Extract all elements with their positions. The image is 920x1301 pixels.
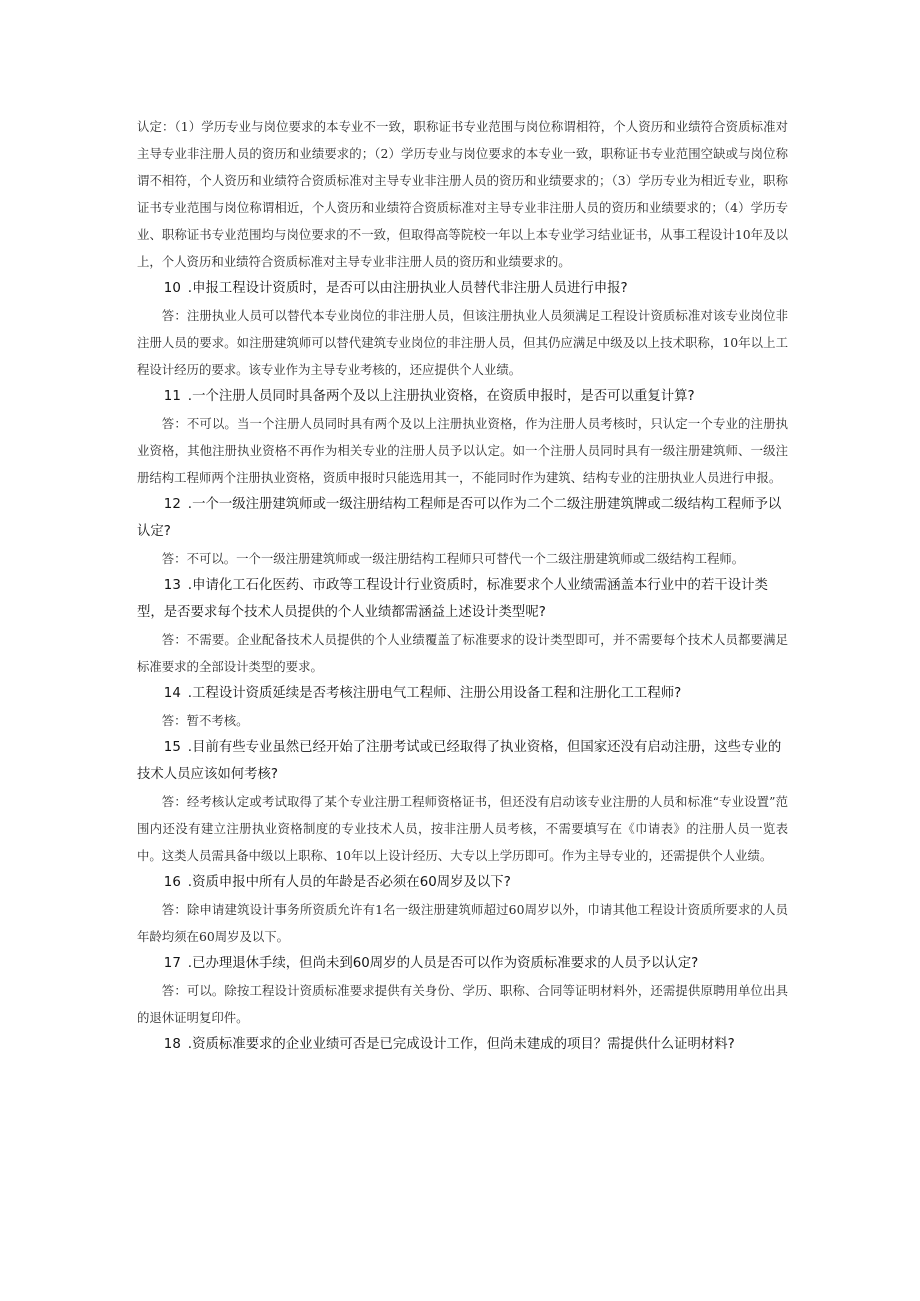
question-text: 已办理退休手续，但尚未到60周岁的人员是否可以作为资质标准要求的人员予以认定?: [192, 956, 699, 971]
question-16: [137, 869, 788, 896]
question-number: 16: [163, 875, 181, 890]
question-dot: .: [187, 281, 193, 296]
question-17: [137, 950, 788, 977]
question-text: 资质申报中所有人员的年龄是否必须在60周岁及以下?: [192, 875, 511, 890]
question-dot: .: [187, 740, 193, 755]
intro-paragraph: 认定：（1）学历专业与岗位要求的本专业不一致，职称证书专业范围与岗位称谓相符，个人资历和业绩符合资质标准对主导专业非注册人员的资历和业绩要求的；（2）学历专业与岗位要求的本专业一致，职称证书专业范围空缺或与岗位称谓不相符，个人资历和业绩符合资质标准对主导专业非注册人员的资历和业绩要求的；（3）学历专业为相近专业，职称证书专业范围与岗位称谓相近，个人资历和业绩符合资质标准对主导专业非注册人员的资历和业绩要求的；（4）学历专业、职称证书专业范围均与岗位要求的不一致，但取得高等院校一年以上本专业学习结业证书，从事工程设计10年及以上，个人资历和业绩符合资质标准对主导专业非注册人员的资历和业绩要求的。: [137, 119, 788, 269]
question-dot: .: [187, 686, 193, 701]
question-number: 17: [163, 956, 181, 971]
question-text: 目前有些专业虽然已经开始了注册考试或已经取得了执业资格，但国家还没有启动注册，这些专业的技术人员应该如何考核?: [137, 740, 782, 782]
question-number: 13: [163, 578, 181, 593]
answer-11: 答：不可以。当一个注册人员同时具有两个及以上注册执业资格，作为注册人员考核时，只认定一个专业的注册执业资格，其他注册执业资格不再作为相关专业的注册人员予以认定。如一个注册人员同时具有一级注册建筑师、一级注册结构工程师两个注册执业资格，资质申报时只能选用其一，不能同时作为建筑、结构专业的注册执业人员进行申报。: [137, 416, 788, 485]
question-dot: .: [187, 875, 193, 890]
question-text: 资质标准要求的企业业绩可否是已完成设计工作，但尚未建成的项目？需提供什么证明材料?: [192, 1037, 735, 1052]
question-10: [137, 275, 788, 302]
answer-15: 答：经考核认定或考试取得了某个专业注册工程师资格证书，但还没有启动该专业注册的人员和标准“专业设置”范围内还没有建立注册执业资格制度的专业技术人员，按非注册人员考核，不需要填写在《巾请表》的注册人员一览表中。这类人员需具备中级以上职称、10年以上设计经历、大专以上学历即可。作为主导专业的，还需提供个人业绩。: [137, 794, 788, 863]
question-13: [137, 572, 788, 626]
question-15: [137, 734, 788, 788]
question-dot: .: [187, 578, 193, 593]
question-number: 18: [163, 1037, 181, 1052]
answer-13: 答：不需要。企业配备技术人员提供的个人业绩覆盖了标准要求的设计类型即可，并不需要每个技术人员都要满足标准要求的全部设计类型的要求。: [137, 632, 788, 674]
question-number: 10: [163, 281, 181, 296]
question-dot: .: [187, 497, 193, 512]
answer-16: 答：除申请建筑设计事务所资质允许有1名一级注册建筑师超过60周岁以外，巾请其他工程设计资质所要求的人员年龄均须在60周岁及以下。: [137, 902, 788, 944]
question-dot: .: [187, 1037, 193, 1052]
question-dot: .: [187, 956, 193, 971]
question-11: [137, 383, 788, 410]
question-number: 11: [163, 389, 181, 404]
question-text: 一个注册人员同时具备两个及以上注册执业资格，在资质申报时，是否可以重复计算?: [192, 389, 695, 404]
answer-12: 答：不可以。一个一级注册建筑师或一级注册结构工程师只可替代一个二级注册建筑师或二级结构工程师。: [161, 551, 745, 566]
answer-14: 答：暂不考核。: [161, 713, 249, 728]
answer-10: 答：注册执业人员可以替代本专业岗位的非注册人员，但该注册执业人员须满足工程设计资质标准对该专业岗位非注册人员的要求。如注册建筑师可以替代建筑专业岗位的非注册人员，但其仍应满足中级及以上技术职称，10年以上工程设计经历的要求。该专业作为主导专业考核的，还应提供个人业绩。: [137, 308, 788, 377]
question-14: [137, 680, 788, 707]
question-text: 工程设计资质延续是否考核注册电气工程师、注册公用设备工程和注册化工工程师?: [192, 686, 682, 701]
question-12: [137, 491, 788, 545]
question-text: 申报工程设计资质时，是否可以由注册执业人员替代非注册人员进行申报?: [192, 281, 628, 296]
question-dot: .: [187, 389, 193, 404]
question-text: 申请化工石化医药、市政等工程设计行业资质时，标准要求个人业绩需涵盖本行业中的若干设计类型，是否要求每个技术人员提供的个人业绩都需涵益上述设计类型呢?: [137, 578, 768, 620]
document-page: [137, 113, 788, 1058]
question-number: 12: [163, 497, 181, 512]
question-number: 15: [163, 740, 181, 755]
answer-17: 答：可以。除按工程设计资质标准要求提供有关身份、学历、职称、合同等证明材料外，还需提供原聘用单位出具的退休证明复印件。: [137, 983, 788, 1025]
question-18: [137, 1031, 788, 1058]
question-text: 一个一级注册建筑师或一级注册结构工程师是否可以作为二个二级注册建筑牌或二级结构工程师予以认定?: [137, 497, 782, 539]
question-number: 14: [163, 686, 181, 701]
